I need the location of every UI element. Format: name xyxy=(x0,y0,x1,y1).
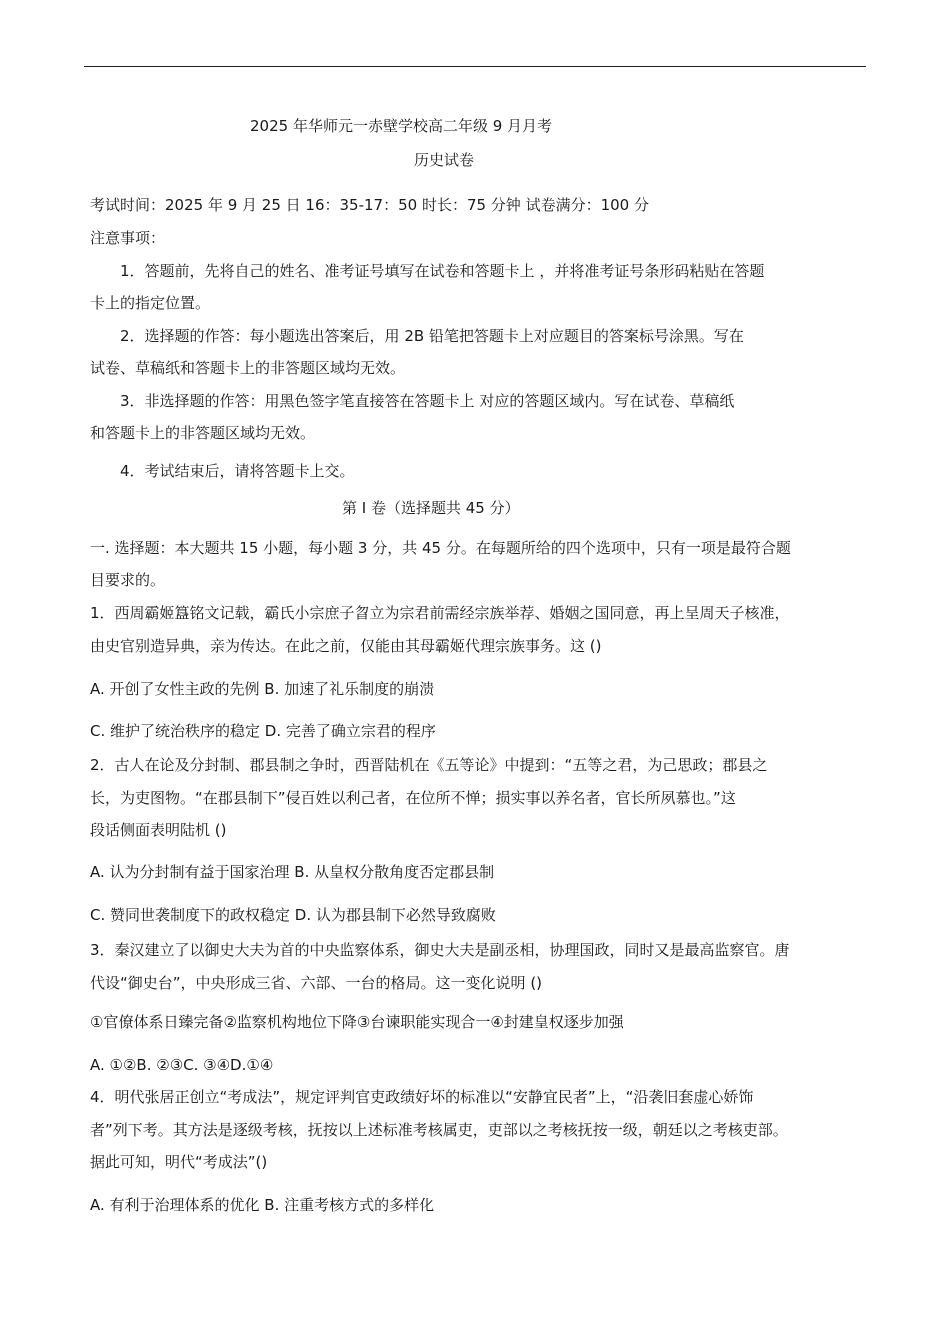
note-2-line-1: 2．选择题的作答：每小题选出答案后，用 2B 铅笔把答题卡上对应题目的答案标号涂黑。写在 xyxy=(120,327,744,345)
q2-stem-line-1: 2．古人在论及分封制、郡县制之争时，西晋陆机在《五等论》中提到：“五等之君，为己思政；郡县之 xyxy=(90,756,768,774)
q3-stem-line-1: 3．秦汉建立了以御史大夫为首的中央监察体系，御史大夫是副丞相，协理国政，同时又是最高监察官。唐 xyxy=(90,941,790,959)
q2-options-ab: A. 认为分封制有益于国家治理 B. 从皇权分散角度否定郡县制 xyxy=(90,863,495,881)
q4-stem-line-3: 据此可知，明代“考成法”() xyxy=(90,1153,268,1171)
q1-options-cd: C. 维护了统治秩序的稳定 D. 完善了确立宗君的程序 xyxy=(90,722,436,740)
note-4: 4．考试结束后，请将答题卡上交。 xyxy=(120,462,355,480)
q3-options: A. ①②B. ②③C. ③④D.①④ xyxy=(90,1056,274,1074)
note-3-line-2: 和答题卡上的非答题区域均无效。 xyxy=(90,424,316,442)
section-intro-line-2: 目要求的。 xyxy=(90,571,166,589)
q4-stem-line-1: 4．明代张居正创立“考成法”，规定评判官吏政绩好坏的标准以“安静宜民者”上，“沿袭旧套虚心娇饰 xyxy=(90,1088,754,1106)
section-title: 第 I 卷（选择题共 45 分） xyxy=(342,499,520,517)
exam-title: 2025 年华师元一赤壁学校高二年级 9 月月考 xyxy=(250,117,553,135)
q3-statements: ①官僚体系日臻完备②监察机构地位下降③台谏职能实现合一④封建皇权逐步加强 xyxy=(90,1013,624,1031)
q1-stem-line-2: 由史官别造异典，亲为传达。在此之前，仅能由其母霸姬代理宗族事务。这 () xyxy=(90,637,602,655)
notes-heading: 注意事项： xyxy=(90,229,166,247)
q2-options-cd: C. 赞同世袭制度下的政权稳定 D. 认为郡县制下必然导致腐败 xyxy=(90,906,496,924)
q1-options-ab: A. 开创了女性主政的先例 B. 加速了礼乐制度的崩溃 xyxy=(90,680,435,698)
note-1-line-1: 1．答题前，先将自己的姓名、准考证号填写在试卷和答题卡上 ，并将准考证号条形码粘贴在答题 xyxy=(120,262,765,280)
q1-stem-line-1: 1．西周霸姬簋铭文记载，霸氏小宗庶子曶立为宗君前需经宗族举荐、婚姻之国同意，再上呈周天子核准， xyxy=(90,604,790,622)
section-intro-line-1: 一. 选择题：本大题共 15 小题，每小题 3 分，共 45 分。在每题所给的四个选项中，只有一项是最符合题 xyxy=(90,539,791,557)
q4-options-ab: A. 有利于治理体系的优化 B. 注重考核方式的多样化 xyxy=(90,1196,435,1214)
q3-stem-line-2: 代设“御史台”，中央形成三省、六部、一台的格局。这一变化说明 () xyxy=(90,974,543,992)
q2-stem-line-3: 段话侧面表明陆机 () xyxy=(90,821,227,839)
header-rule xyxy=(84,66,866,67)
note-2-line-2: 试卷、草稿纸和答题卡上的非答题区域均无效。 xyxy=(90,359,406,377)
exam-subtitle: 历史试卷 xyxy=(414,151,475,169)
exam-info: 考试时间：2025 年 9 月 25 日 16：35-17：50 时长：75 分钟 试卷满分：100 分 xyxy=(90,196,649,214)
q4-stem-line-2: 者”列下考。其方法是逐级考核，抚按以上述标准考核属吏，吏部以之考核抚按一级，朝廷以之考核吏部。 xyxy=(90,1121,788,1139)
note-1-line-2: 卡上的指定位置。 xyxy=(90,294,211,312)
note-3-line-1: 3．非选择题的作答：用黑色签字笔直接答在答题卡上 对应的答题区域内。写在试卷、草稿纸 xyxy=(120,392,735,410)
q2-stem-line-2: 长，为吏图物。“在郡县制下”侵百姓以利己者，在位所不惮；损实事以养名者，官长所夙慕也。”这 xyxy=(90,789,736,807)
